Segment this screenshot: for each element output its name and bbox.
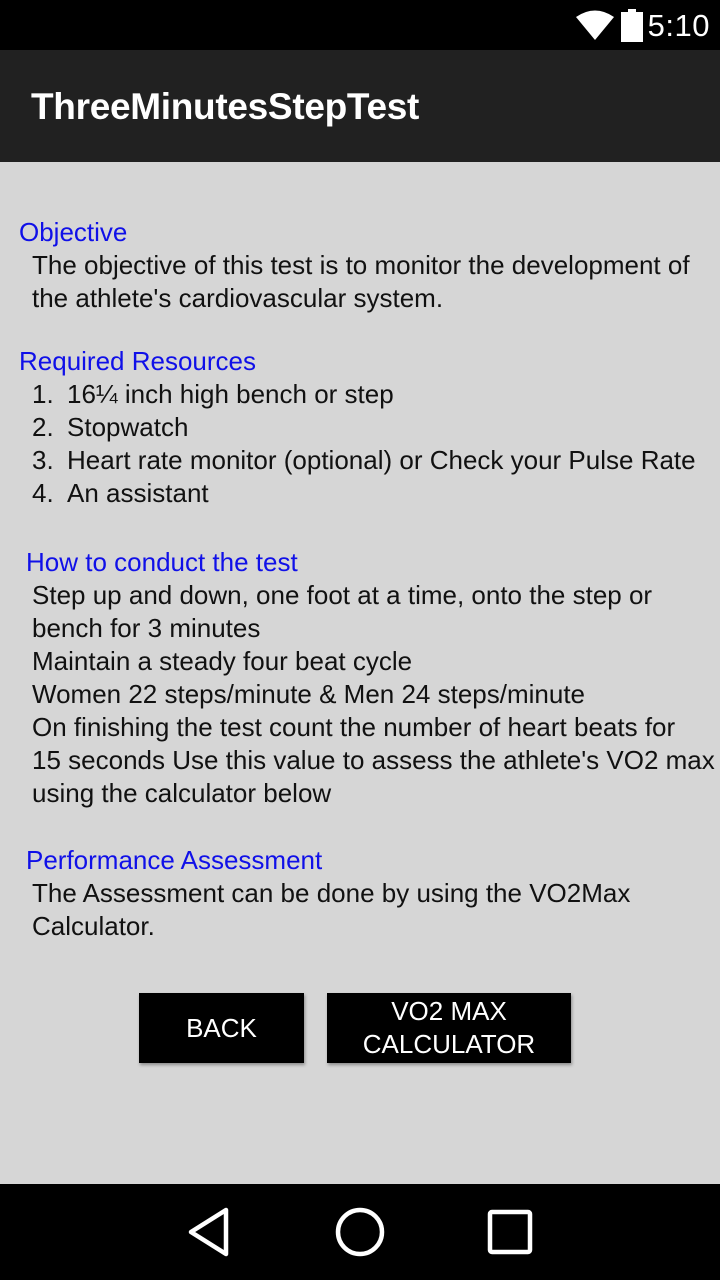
app-title: ThreeMinutesStepTest <box>31 86 420 127</box>
assessment-line: Calculator. <box>32 911 155 941</box>
back-triangle-icon[interactable] <box>186 1206 232 1263</box>
resources-heading: Required Resources <box>19 346 257 376</box>
navigation-bar <box>0 1184 720 1280</box>
back-button[interactable]: BACK <box>139 993 304 1063</box>
list-number: 2. <box>32 412 54 442</box>
calculator-label-line1: VO2 MAX <box>391 996 507 1026</box>
assessment-text <box>32 877 630 943</box>
wifi-icon <box>576 10 614 45</box>
objective-text <box>32 249 690 315</box>
battery-icon <box>621 9 643 47</box>
status-bar <box>0 0 720 50</box>
resources-list <box>32 378 696 510</box>
how-to-line: 15 seconds Use this value to assess the athlete's VO2 max <box>32 745 715 775</box>
how-to-line: On finishing the test count the number of heart beats for <box>32 712 676 742</box>
how-to-line: using the calculator below <box>32 778 332 808</box>
list-text: Heart rate monitor (optional) or Check your Pulse Rate <box>67 445 696 475</box>
app-bar <box>0 50 720 162</box>
how-to-line: Women 22 steps/minute & Men 24 steps/minute <box>32 679 586 709</box>
how-to-line: bench for 3 minutes <box>32 613 261 643</box>
objective-heading: Objective <box>19 217 128 247</box>
calculator-label-line2: CALCULATOR <box>362 1029 536 1059</box>
home-circle-icon[interactable] <box>334 1206 386 1263</box>
vo2-max-calculator-button[interactable] <box>327 993 571 1063</box>
how-to-line: Step up and down, one foot at a time, onto the step or <box>32 580 653 610</box>
content-area <box>0 162 720 1184</box>
how-to-text <box>32 579 715 810</box>
list-item <box>32 378 696 411</box>
list-text: 16¼ inch high bench or step <box>67 379 394 409</box>
recents-square-icon[interactable] <box>487 1209 533 1260</box>
list-number: 1. <box>32 379 54 409</box>
objective-line: The objective of this test is to monitor the development of <box>32 250 690 280</box>
list-text: Stopwatch <box>67 412 189 442</box>
list-item <box>32 411 696 444</box>
assessment-heading: Performance Assessment <box>26 845 323 875</box>
assessment-line: The Assessment can be done by using the VO2Max <box>32 878 631 908</box>
list-item <box>32 444 696 477</box>
how-to-heading: How to conduct the test <box>26 547 298 577</box>
how-to-line: Maintain a steady four beat cycle <box>32 646 413 676</box>
list-number: 4. <box>32 478 54 508</box>
list-text: An assistant <box>67 478 209 508</box>
objective-line: the athlete's cardiovascular system. <box>32 283 444 313</box>
clock-time: 5:10 <box>647 8 710 43</box>
list-number: 3. <box>32 445 54 475</box>
list-item <box>32 477 696 510</box>
